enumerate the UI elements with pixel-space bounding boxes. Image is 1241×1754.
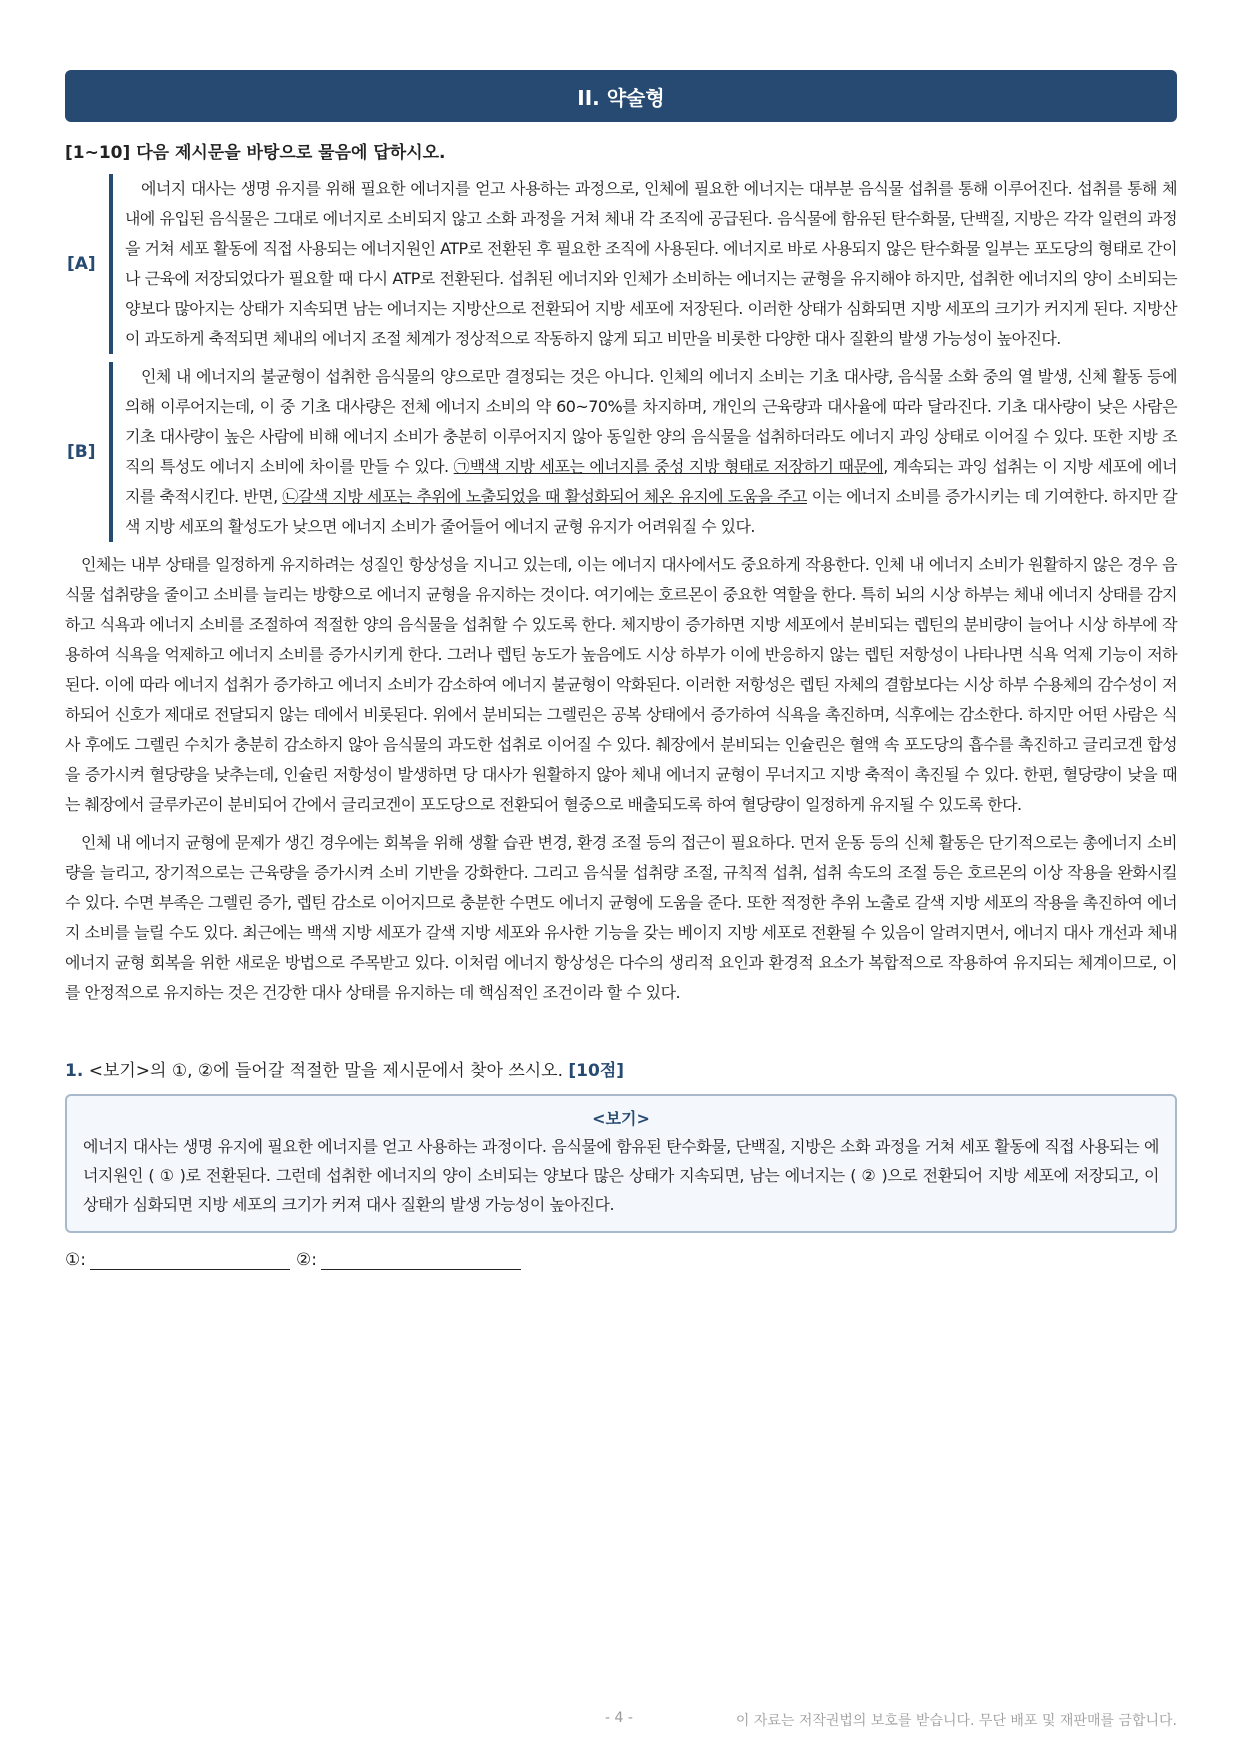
question-number: 1. [65,1061,84,1081]
passage-b-text-2: , 계속되는 과잉 섭취는 이 지방 세포에 에너지를 축적시킨다. 반면, [125,457,1177,506]
answer-line [65,1249,1177,1270]
answer-2-label: ②: [295,1250,317,1270]
passage-a-label: [A] [67,254,96,274]
paragraph-recovery: 인체 내 에너지 균형에 문제가 생긴 경우에는 회복을 위해 생활 습관 변경, 환경 조절 등의 접근이 필요하다. 먼저 운동 등의 신체 활동은 단기적으로는 총에너지 소비량을 늘리고, 장기적으로는 근육량을 증가시켜 소비 기반을 강화한다. 그리고 음식물 섭취량 조절, 규칙적 섭취, 섭취 속도의 조절 등은 호르몬의 이상 작용을 완화시킬 수 있다. 수면 부족은 그렐린 증가, 렙틴 감소로 이어지므로 충분한 수면도 에너지 균형에 도움을 준다. 또한 적정한 추위 노출로 갈색 지방 세포의 작용을 촉진하여 에너지 소비를 늘릴 수도 있다. 최근에는 백색 지방 세포가 갈색 지방 세포와 유사한 기능을 갖는 베이지 지방 세포로 전환될 수 있음이 알려지면서, 에너지 대사 개선과 체내 에너지 균형 회복을 위한 새로운 방법으로 주목받고 있다. 이처럼 에너지 항상성은 다수의 생리적 요인과 환경적 요소가 복합적으로 작용하여 유지되는 체계이므로, 이를 안정적으로 유지하는 것은 건강한 대사 상태를 유지하는 데 핵심적인 조건이라 할 수 있다. [65,833,1177,1002]
instruction: [1~10] 다음 제시문을 바탕으로 물음에 답하시오. [65,143,446,163]
passage-b-text-3: 이는 에너지 소비를 증가시키는 데 기여한다. 하지만 갈색 지방 세포의 활성도가 낮으면 에너지 소비가 줄어들어 에너지 균형 유지가 어려워질 수 있다. [125,487,1177,536]
paragraph-homeostasis: 인체는 내부 상태를 일정하게 유지하려는 성질인 항상성을 지니고 있는데, 이는 에너지 대사에서도 중요하게 작용한다. 인체 내 에너지 소비가 원활하지 않은 경우 음식물 섭취량을 줄이고 소비를 늘리는 방향으로 에너지 균형을 유지하는 것이다. 여기에는 호르몬이 중요한 역할을 한다. 특히 뇌의 시상 하부는 체내 에너지 상태를 감지하고 식욕과 에너지 소비를 조절하여 적절한 양의 음식물을 섭취할 수 있도록 한다. 체지방이 증가하면 지방 세포에서 분비되는 렙틴의 분비량이 늘어나 시상 하부에 작용하여 식욕을 억제하고 에너지 소비를 증가시키게 한다. 그러나 렙틴 농도가 높음에도 시상 하부가 이에 반응하지 않는 렙틴 저항성이 나타나면 식욕 억제 기능이 저하된다. 이에 따라 에너지 섭취가 증가하고 에너지 소비가 감소하여 에너지 불균형이 악화된다. 이러한 저항성은 렙틴 자체의 결함보다는 시상 하부 수용체의 감수성이 저하되어 신호가 제대로 전달되지 않는 데에서 비롯된다. 위에서 분비되는 그렐린은 공복 상태에서 증가하여 식욕을 촉진하며, 식후에는 감소한다. 하지만 어떤 사람은 식사 후에도 그렐린 수치가 충분히 감소하지 않아 음식물의 과도한 섭취로 이어질 수 있다. 췌장에서 분비되는 인슐린은 혈액 속 포도당의 흡수를 촉진하고 글리코겐 합성을 증가시켜 혈당량을 낮추는데, 인슐린 저항성이 발생하면 당 대사가 원활하지 않아 체내 에너지 균형이 무너지고 지방 축적이 촉진될 수 있다. 한편, 혈당량이 낮을 때는 췌장에서 글루카곤이 분비되어 간에서 글리코겐이 포도당으로 전환되어 혈중으로 배출되도록 하여 혈당량이 일정하게 유지될 수 있도록 한다. [65,555,1178,814]
footer [0,1710,1241,1734]
answer-1-blank[interactable] [90,1249,290,1270]
section-title: II. 약술형 [577,85,665,110]
passage-a [65,174,1177,354]
section-header [65,70,1177,122]
question-points: [10점] [568,1061,625,1081]
answer-2-blank[interactable] [321,1249,521,1270]
exam-page [65,70,1177,1270]
bogi-title: <보기> [592,1109,650,1128]
passage-a-text: 에너지 대사는 생명 유지를 위해 필요한 에너지를 얻고 사용하는 과정으로, 인체에 필요한 에너지는 대부분 음식물 섭취를 통해 이루어진다. 섭취를 통해 체내에 유입된 음식물은 그대로 에너지로 소비되지 않고 소화 과정을 거쳐 체내 각 조직에 공급된다. 음식물에 함유된 탄수화물, 단백질, 지방은 각각 일련의 과정을 거쳐 세포 활동에 직접 사용되는 에너지원인 ATP로 전환된 후 필요한 조직에 사용된다. 에너지로 바로 사용되지 않은 탄수화물 일부는 포도당의 형태로 간이나 근육에 저장되었다가 필요할 때 다시 ATP로 전환된다. 섭취된 에너지와 인체가 소비하는 에너지는 균형을 유지해야 하지만, 섭취한 에너지의 양이 소비되는 양보다 많아지는 상태가 지속되면 남는 에너지는 지방산으로 전환되어 지방 세포에 저장된다. 이러한 상태가 심화되면 지방 세포의 크기가 커지게 된다. 지방산이 과도하게 축적되면 체내의 에너지 조절 체계가 정상적으로 작동하지 않게 되고 비만을 비롯한 다양한 대사 질환의 발생 가능성이 높아진다. [109,174,1177,354]
answer-1-label: ①: [65,1250,86,1270]
passage-b-text [109,362,1177,542]
passage-b-label: [B] [67,442,96,462]
underline-brown-fat: ㉡갈색 지방 세포는 추위에 노출되었을 때 활성화되어 체온 유지에 도움을 주고 [282,487,807,506]
passage-b-text-1: 인체 내 에너지의 불균형이 섭취한 음식물의 양으로만 결정되는 것은 아니다. 인체의 에너지 소비는 기초 대사량, 음식물 소화 중의 열 발생, 신체 활동 등에 의해 이루어지는데, 이 중 기초 대사량은 전체 에너지 소비의 약 60~70%를 차지하며, 개인의 근육량과 대사율에 따라 달라진다. 기초 대사량이 낮은 사람은 기초 대사량이 높은 사람에 비해 에너지 소비가 충분히 이루어지지 않아 동일한 양의 음식물을 섭취하더라도 에너지 과잉 상태로 이어질 수 있다. 또한 지방 조직의 특성도 에너지 소비에 차이를 만들 수 있다. [125,367,1177,476]
copyright-notice: 이 자료는 저작권법의 보호를 받습니다. 무단 배포 및 재판매를 금합니다. [735,1713,1177,1729]
page-number: - 4 - [605,1710,633,1726]
bogi-text: 에너지 대사는 생명 유지에 필요한 에너지를 얻고 사용하는 과정이다. 음식물에 함유된 탄수화물, 단백질, 지방은 소화 과정을 거쳐 세포 활동에 직접 사용되는 에너지원인 ( ① )로 전환된다. 그런데 섭취한 에너지의 양이 소비되는 양보다 많은 상태가 지속되면, 남는 에너지는 ( ② )으로 전환되어 지방 세포에 저장되고, 이 상태가 심화되면 지방 세포의 크기가 커져 대사 질환의 발생 가능성이 높아진다. [83,1137,1159,1214]
bogi-box [65,1094,1177,1233]
underline-white-fat: ㉠백색 지방 세포는 에너지를 중성 지방 형태로 저장하기 때문에 [453,457,884,476]
passage-b [65,362,1177,542]
question-1 [65,1058,1177,1084]
question-text: <보기>의 ①, ②에 들어갈 적절한 말을 제시문에서 찾아 쓰시오. [83,1061,569,1081]
